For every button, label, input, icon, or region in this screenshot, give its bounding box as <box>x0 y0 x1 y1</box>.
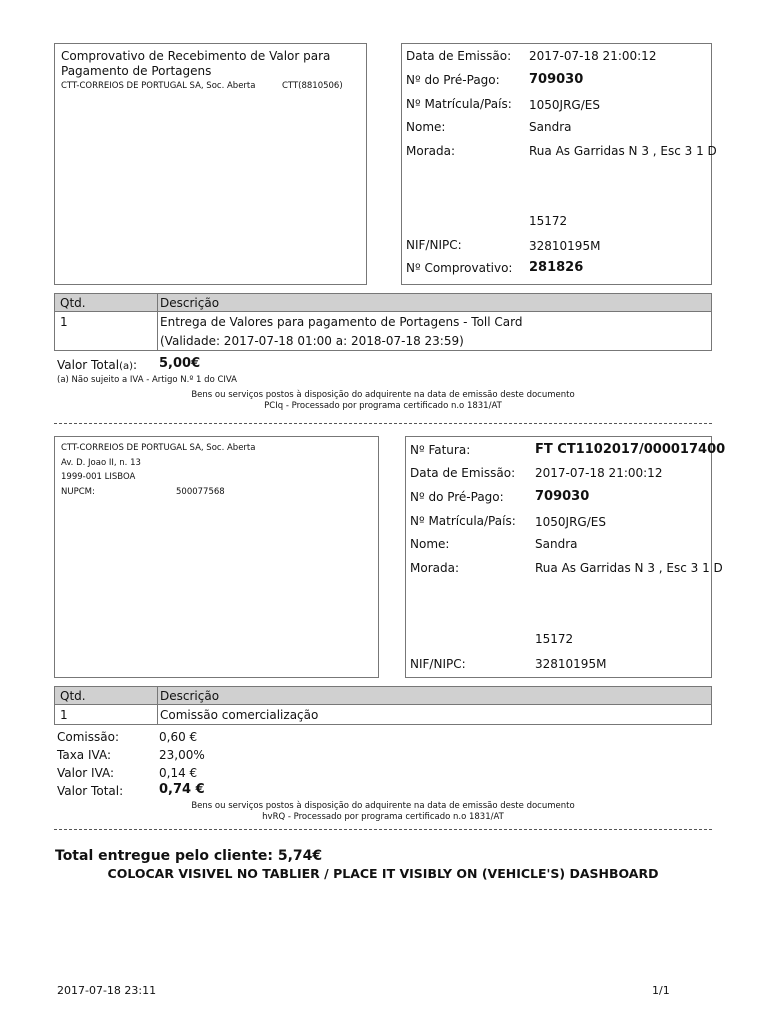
receipt-plate: 1050JRG/ES <box>529 98 600 112</box>
receipt-field-label: Nº Matrícula/País: <box>406 97 512 111</box>
invoice-footer-line1: Bens ou serviços postos à disposição do adquirente na data de emissão deste documento <box>191 801 575 811</box>
page-footer-timestamp: 2017-07-18 23:11 <box>57 984 157 997</box>
receipt-field-label: Nome: <box>406 120 446 134</box>
receipt-col-desc: Descrição <box>160 296 220 310</box>
invoice-field-label: Data de Emissão: <box>410 466 516 480</box>
receipt-company: CTT-CORREIOS DE PORTUGAL SA, Soc. Aberta <box>61 81 256 91</box>
receipt-details-box <box>401 43 717 285</box>
invoice-summary-label: Valor Total: <box>57 784 124 798</box>
invoice-address1: Av. D. Joao II, n. 13 <box>61 458 141 468</box>
receipt-prepaid-number: 709030 <box>529 72 584 87</box>
invoice-field-label: Nome: <box>410 537 450 551</box>
invoice-field-label: Morada: <box>410 561 459 575</box>
invoice-issuer-box <box>54 436 379 678</box>
invoice-row-desc: Comissão comercialização <box>160 708 319 722</box>
receipt-footer-line1: Bens ou serviços postos à disposição do adquirente na data de emissão deste documento <box>191 390 575 400</box>
receipt-col-qtd: Qtd. <box>60 296 86 310</box>
invoice-table-row <box>54 704 712 725</box>
receipt-address: Rua As Garridas N 3 , Esc 3 1 D <box>529 144 717 158</box>
invoice-summary-label: Valor IVA: <box>57 766 115 780</box>
invoice-field-label: Nº do Pré-Pago: <box>410 490 504 504</box>
invoice-col-qtd: Qtd. <box>60 689 86 703</box>
invoice-nupcm-value: 500077568 <box>176 487 225 497</box>
receipt-table-header <box>54 293 712 312</box>
invoice-vat-rate: 23,00% <box>159 748 205 762</box>
invoice-row-qty: 1 <box>60 708 68 722</box>
invoice-postal-code: 15172 <box>535 632 574 646</box>
invoice-vat-value: 0,14 € <box>159 766 198 780</box>
invoice-issue-date: 2017-07-18 21:00:12 <box>535 466 663 480</box>
receipt-row-desc-line1: Entrega de Valores para pagamento de Portagens - Toll Card <box>160 315 523 329</box>
receipt-title-line1: Comprovativo de Recebimento de Valor para <box>61 49 331 63</box>
receipt-table-row <box>54 311 712 351</box>
receipt-field-label: Nº Comprovativo: <box>406 261 513 275</box>
receipt-nif: 32810195M <box>529 239 601 253</box>
invoice-nif: 32810195M <box>535 657 607 671</box>
section-divider <box>54 423 712 424</box>
invoice-table-header <box>54 686 712 705</box>
receipt-field-label: Nº do Pré-Pago: <box>406 73 500 87</box>
total-delivered: Total entregue pelo cliente: 5,74€ <box>55 848 323 864</box>
invoice-prepaid-number: 709030 <box>535 489 590 504</box>
invoice-total-value: 0,74 € <box>159 782 205 797</box>
receipt-field-label: Morada: <box>406 144 455 158</box>
receipt-issuer-box <box>54 43 367 285</box>
invoice-name: Sandra <box>535 537 578 551</box>
invoice-address2: 1999-001 LISBOA <box>61 472 136 482</box>
invoice-plate: 1050JRG/ES <box>535 515 606 529</box>
invoice-col-desc: Descrição <box>160 689 220 703</box>
receipt-field-label: Data de Emissão: <box>406 49 512 63</box>
invoice-number: FT CT1102017/000017400 <box>535 442 726 457</box>
invoice-address: Rua As Garridas N 3 , Esc 3 1 D <box>535 561 723 575</box>
receipt-total-value: 5,00€ <box>159 356 201 371</box>
page-number: 1/1 <box>652 984 670 997</box>
receipt-company-code: CTT(8810506) <box>282 81 343 91</box>
receipt-title-line2: Pagamento de Portagens <box>61 64 212 78</box>
invoice-company: CTT-CORREIOS DE PORTUGAL SA, Soc. Aberta <box>61 443 256 453</box>
invoice-nupcm-label: NUPCM: <box>61 487 95 497</box>
receipt-footer-line2: PCIq - Processado por programa certificado n.o 1831/AT <box>264 401 502 411</box>
invoice-summary-label: Taxa IVA: <box>57 748 111 762</box>
receipt-name: Sandra <box>529 120 572 134</box>
dashboard-notice: COLOCAR VISIVEL NO TABLIER / PLACE IT VISIBLY ON (VEHICLE'S) DASHBOARD <box>107 866 659 881</box>
receipt-row-qty: 1 <box>60 315 68 329</box>
invoice-field-label: Nº Matrícula/País: <box>410 514 516 528</box>
receipt-number: 281826 <box>529 260 584 275</box>
section-divider <box>54 829 712 830</box>
receipt-issue-date: 2017-07-18 21:00:12 <box>529 49 657 63</box>
invoice-field-label: NIF/NIPC: <box>410 657 466 671</box>
invoice-summary-label: Comissão: <box>57 730 119 744</box>
receipt-total-label: Valor Total(a): <box>57 358 138 372</box>
receipt-vat-note: (a) Não sujeito a IVA - Artigo N.º 1 do CIVA <box>57 375 237 385</box>
receipt-field-label: NIF/NIPC: <box>406 238 462 252</box>
invoice-footer-line2: hvRQ - Processado por programa certificado n.o 1831/AT <box>262 812 504 822</box>
invoice-commission: 0,60 € <box>159 730 198 744</box>
invoice-details-box <box>405 436 726 678</box>
receipt-row-desc-line2: (Validade: 2017-07-18 01:00 a: 2018-07-18 23:59) <box>160 334 464 348</box>
receipt-postal-code: 15172 <box>529 214 568 228</box>
invoice-field-label: Nº Fatura: <box>410 443 471 457</box>
